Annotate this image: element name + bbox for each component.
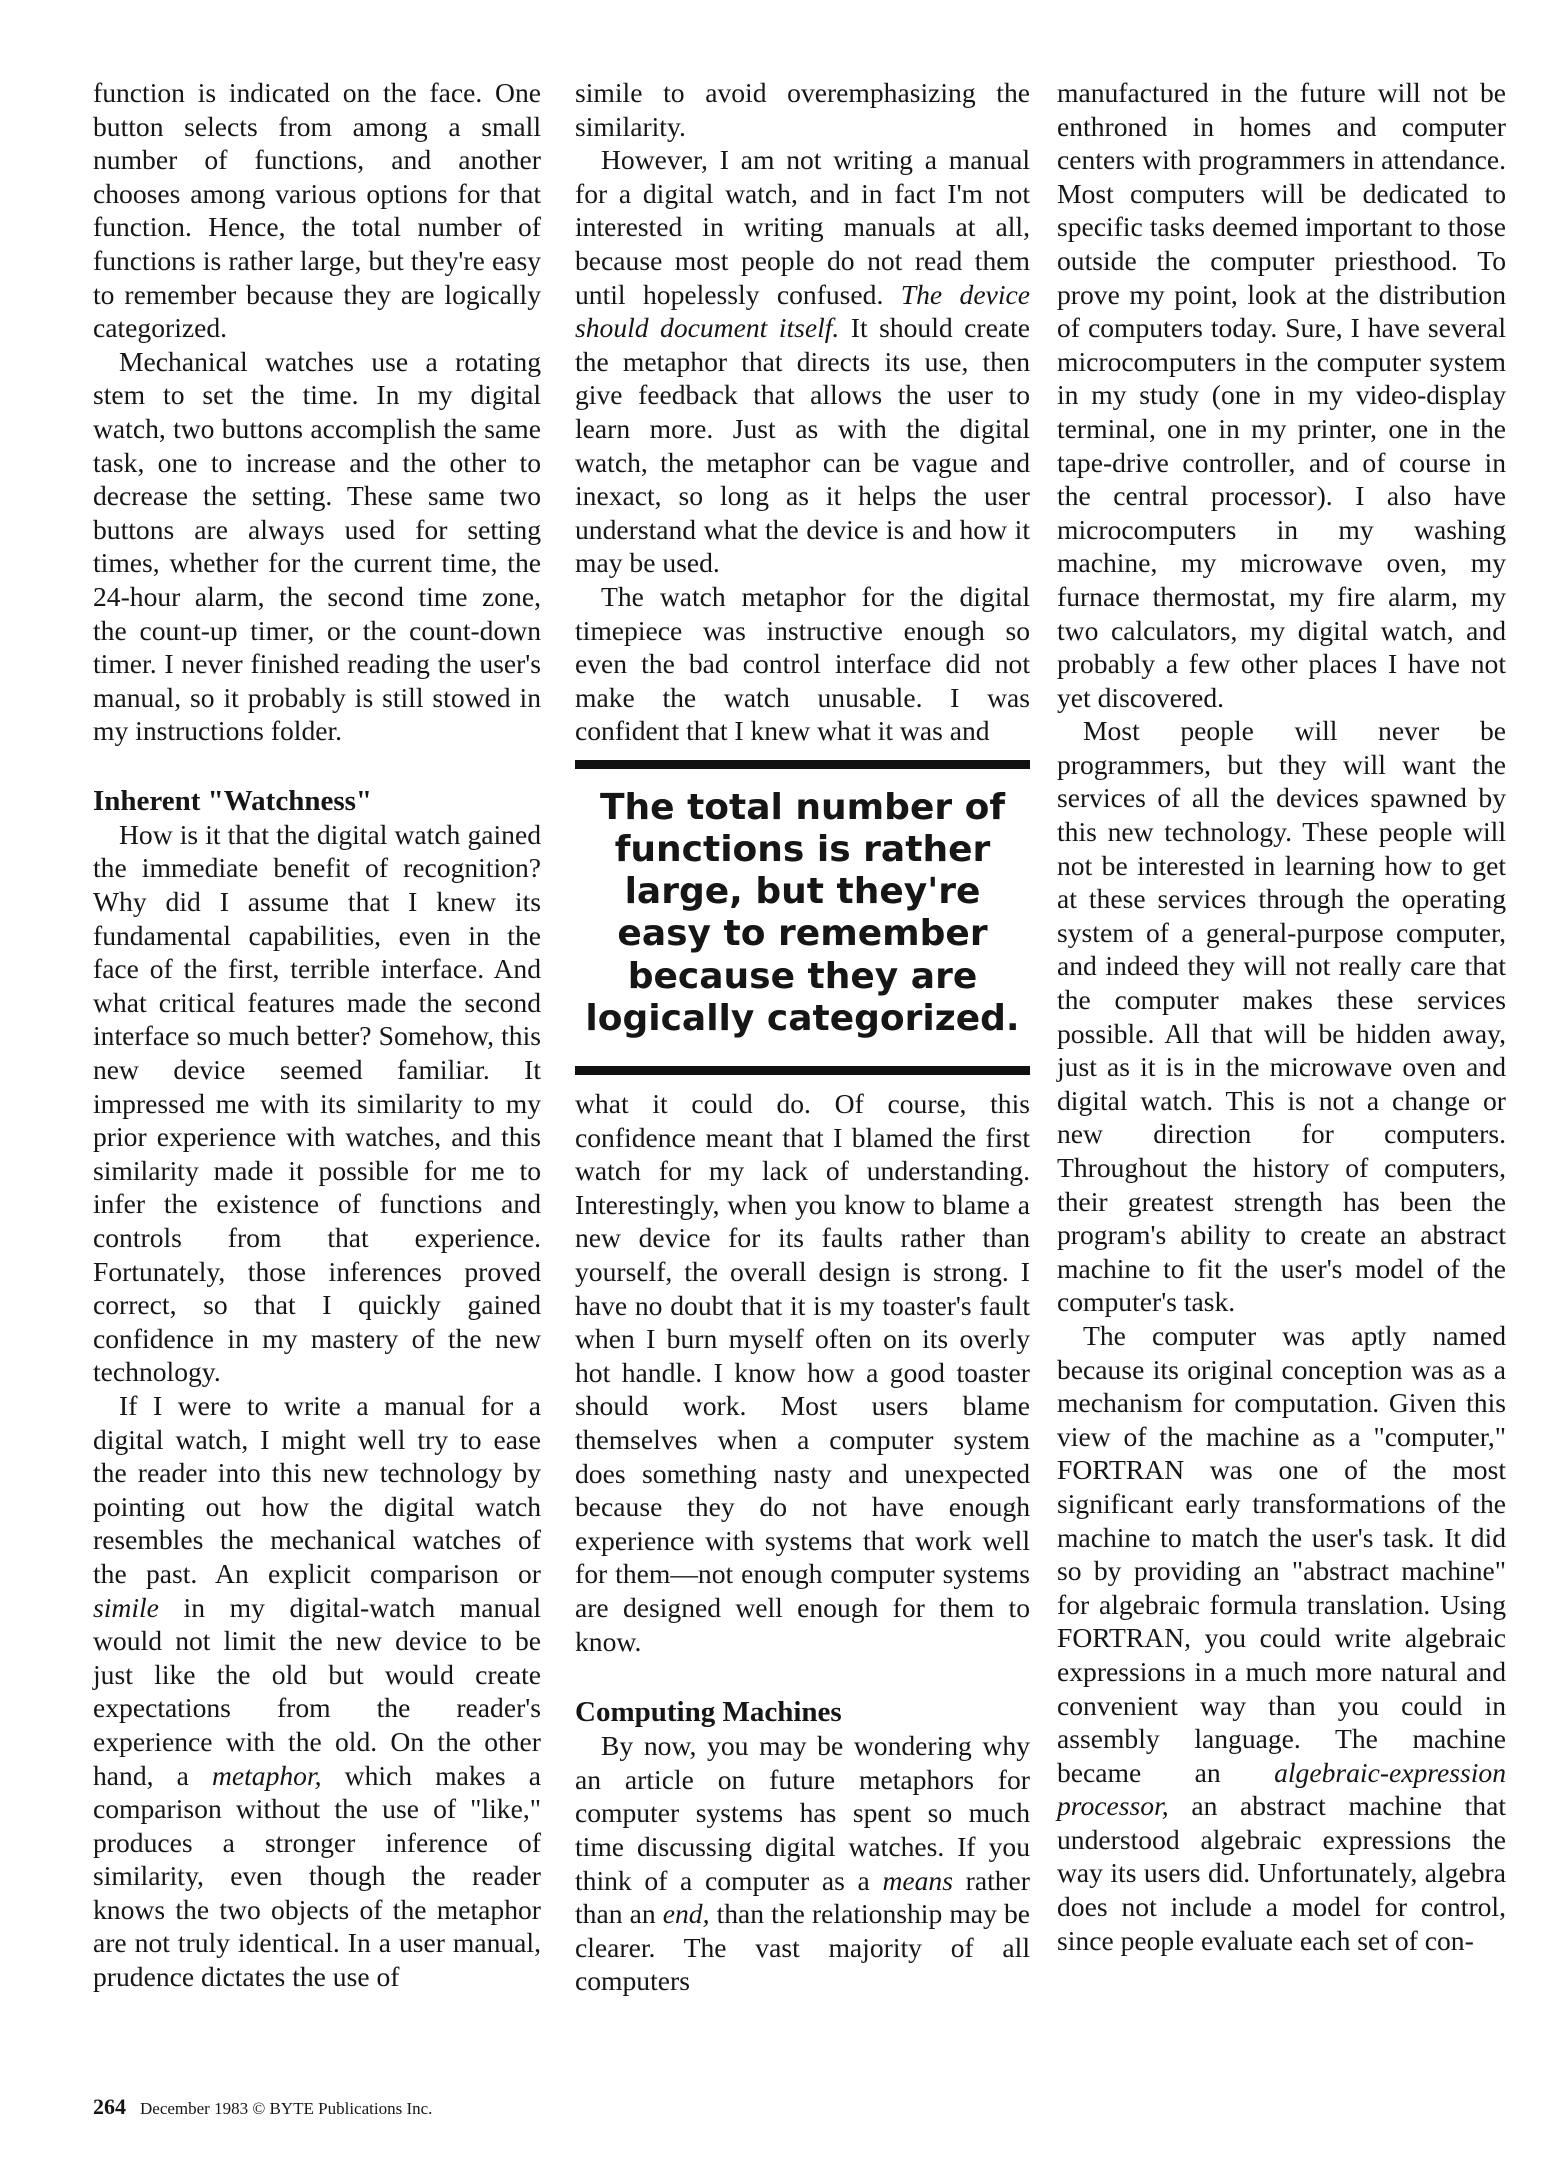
italic-term: means	[882, 1864, 953, 1896]
paragraph	[575, 1729, 1030, 1998]
text-run: However, I am not writing a manual for a digital watch, and in fact I'm not interested in writing manuals at all, because most people do not read them until hopelessly confused.	[575, 144, 1030, 310]
paragraph: The watch metaphor for the digital timepiece was instructive enough so even the bad control interface did not make the watch unusable. I was confident that I knew what it was and	[575, 580, 1030, 747]
section-heading: Computing Machines	[575, 1696, 842, 1729]
left-column	[93, 76, 541, 1994]
copyright-line: December 1983 © BYTE Publications Inc.	[140, 2099, 433, 2118]
italic-term: algebraic-expression processor,	[1057, 1756, 1506, 1822]
paragraph: simile to avoid overemphasizing the similarity.	[575, 77, 1030, 142]
section-heading: Inherent "Watchness"	[93, 784, 372, 817]
paragraph: manufactured in the future will not be enthroned in homes and computer centers with programmers in attendance. Most computers will be dedicated to specific tasks deemed important to those outside the computer priesthood. To prove my point, look at the distribution of computers today. Sure, I have several microcomputers in the computer system in my study (one in my video-display terminal, one in my printer, one in the tape-drive controller, and of course in the central processor). I also have microcomputers in my washing machine, my microwave oven, my furnace thermostat, my fire alarm, my two calculators, my digital watch, and probably a few other places I have not yet discovered.	[1057, 77, 1506, 713]
italic-term: metaphor,	[211, 1759, 322, 1791]
text-run: If I were to write a manual for a digital watch, I might well try to ease the reader into this new technology by pointing out how the digital watch resembles the mechanical watches of the past. An explicit comparison or	[93, 1389, 541, 1589]
text-run: in my digital-watch manual would not limit the new device to be just like the old but would create expectations from the reader's experience with the old. On the other hand, a	[93, 1591, 541, 1791]
paragraph	[1057, 1319, 1506, 1957]
italic-term: end,	[662, 1898, 710, 1930]
italic-term: simile	[93, 1591, 159, 1623]
paragraph: what it could do. Of course, this confidence meant that I blamed the first watch for my lack of understanding. Interestingly, when you know to blame a new device for its faults rather than yourself, the overall design is strong. I have no doubt that it is my toaster's fault when I burn myself often on its overly hot handle. I know how a good toaster should work. Most users blame themselves when a computer system does something nasty and unexpected because they do not have enough experience with systems that work well for them—not enough computer systems are designed well enough for them to know.	[575, 1088, 1030, 1657]
middle-column	[575, 76, 1030, 1998]
pull-quote: The total number of functions is rather large, but they're easy to remember because they are logically categorized.	[575, 760, 1030, 1075]
right-column	[1057, 76, 1506, 1957]
paragraph: Mechanical watches use a rotating stem to set the time. In my digital watch, two buttons accomplish the same task, one to increase and the other to decrease the setting. These same two buttons are always used for setting times, whether for the current time, the 24-hour alarm, the second time zone, the count-up timer, or the count-down timer. I never finished reading the user's manual, so it probably is still stowed in my instructions folder.	[93, 345, 541, 747]
page-number: 264	[93, 2094, 126, 2119]
text-run: By now, you may be wondering why an article on future metaphors for computer systems has spent so much time discussing digital watches. If you think of a computer as a	[575, 1730, 1030, 1896]
italic-term: The device should document itself.	[575, 278, 1030, 344]
paragraph	[575, 143, 1030, 580]
page-footer	[93, 2094, 432, 2120]
text-run: rather than an	[575, 1864, 1030, 1930]
paragraph: function is indicated on the face. One button selects from among a small number of functions, and another chooses among various options for that function. Hence, the total number of functions is rather large, but they're easy to remember because they are logically categorized.	[93, 77, 541, 344]
paragraph	[93, 1389, 541, 1994]
text-run: than the relationship may be clearer. The vast majority of all computers	[575, 1898, 1030, 1997]
text-run: It should create the metaphor that directs its use, then give feedback that allows the user to learn more. Just as with the digital watch, the metaphor can be vague and inexact, so long as it helps the user understand what the device is and how it may be used.	[575, 312, 1030, 579]
text-run: which makes a comparison without the use of "like," produces a stronger inference of similarity, even though the reader knows the two objects of the metaphor are not truly identical. In a user manual, prudence dictates the use of	[93, 1759, 541, 1993]
paragraph: How is it that the digital watch gained the immediate benefit of recognition? Why did I assume that I knew its fundamental capabilities, even in the face of the first, terrible interface. And what critical features made the second interface so much better? Somehow, this new device seemed familiar. It impressed me with its similarity to my prior experience with watches, and this similarity made it possible for me to infer the existence of functions and controls from that experience. Fortunately, those inferences proved correct, so that I quickly gained confidence in my mastery of the new technology.	[93, 818, 541, 1388]
text-run: an abstract machine that understood algebraic expressions the way its users did. Unfortunately, algebra does not include a model for control, since people evaluate each set of con-	[1057, 1790, 1506, 1956]
paragraph: Most people will never be programmers, but they will want the services of all the devices spawned by this new technology. These people will not be interested in learning how to get at these services through the operating system of a general-purpose computer, and indeed they will not really care that the computer makes these services possible. All that will be hidden away, just as it is in the microwave oven and digital watch. This is not a change or new direction for computers. Throughout the history of computers, their greatest strength has been the program's ability to create an abstract machine to fit the user's model of the computer's task.	[1057, 715, 1506, 1318]
text-run: The computer was aptly named because its original conception was as a mechanism for computation. Given this view of the machine as a "computer," FORTRAN was one of the most significant early transformations of the machine to match the user's task. It did so by providing an "abstract machine" for algebraic formula translation. Using FORTRAN, you could write algebraic expressions in a much more natural and convenient way than you could in assembly language. The machine became an	[1057, 1319, 1506, 1788]
